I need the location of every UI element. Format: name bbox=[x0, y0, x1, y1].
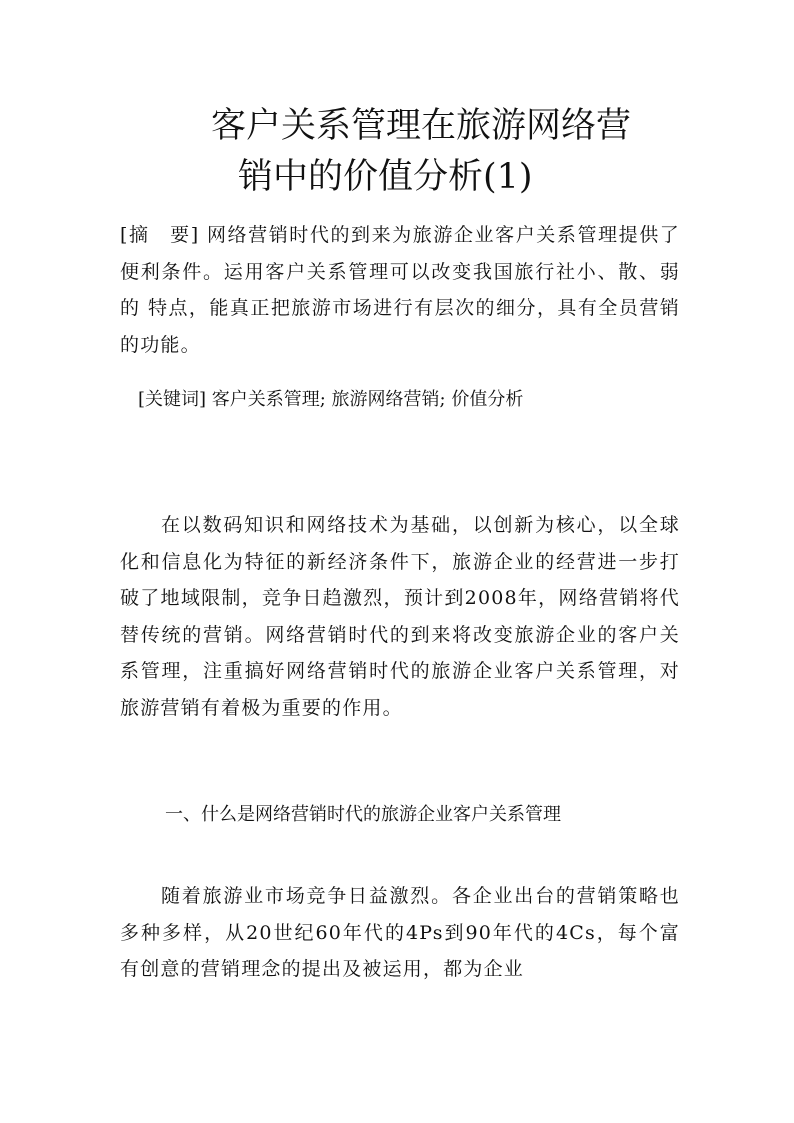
title-line-2: 销中的价值分析(1) bbox=[238, 157, 533, 197]
abstract-paragraph: [摘 要] 网络营销时代的到来为旅游企业客户关系管理提供了便利条件。运用客户关系管理可以改变我国旅行社小、散、弱的 特点，能真正把旅游市场进行有层次的细分，具有全员营销的功能。 bbox=[120, 224, 680, 356]
keywords-line: [关键词] 客户关系管理; 旅游网络营销; 价值分析 bbox=[138, 389, 524, 410]
body-paragraph-2: 随着旅游业市场竞争日益激烈。各企业出台的营销策略也多种多样，从20世纪60年代的4Ps到90年代的4Cs，每个富有创意的营销理念的提出及被运用，都为企业 bbox=[120, 885, 680, 980]
section-heading-1: 一、什么是网络营销时代的旅游企业客户关系管理 bbox=[165, 804, 561, 825]
body-paragraph-1: 在以数码知识和网络技术为基础，以创新为核心，以全球化和信息化为特征的新经济条件下，旅游企业的经营进一步打破了地域限制，竞争日趋激烈，预计到2008年，网络营销将代替传统的营销。网络营销时代的到来将改变旅游企业的客户关系管理，注重搞好网络营销时代的旅游企业客户关系管理，对旅游营销有着极为重要的作用。 bbox=[120, 514, 680, 719]
title-line-1: 客户关系管理在旅游网络营 bbox=[211, 106, 632, 146]
